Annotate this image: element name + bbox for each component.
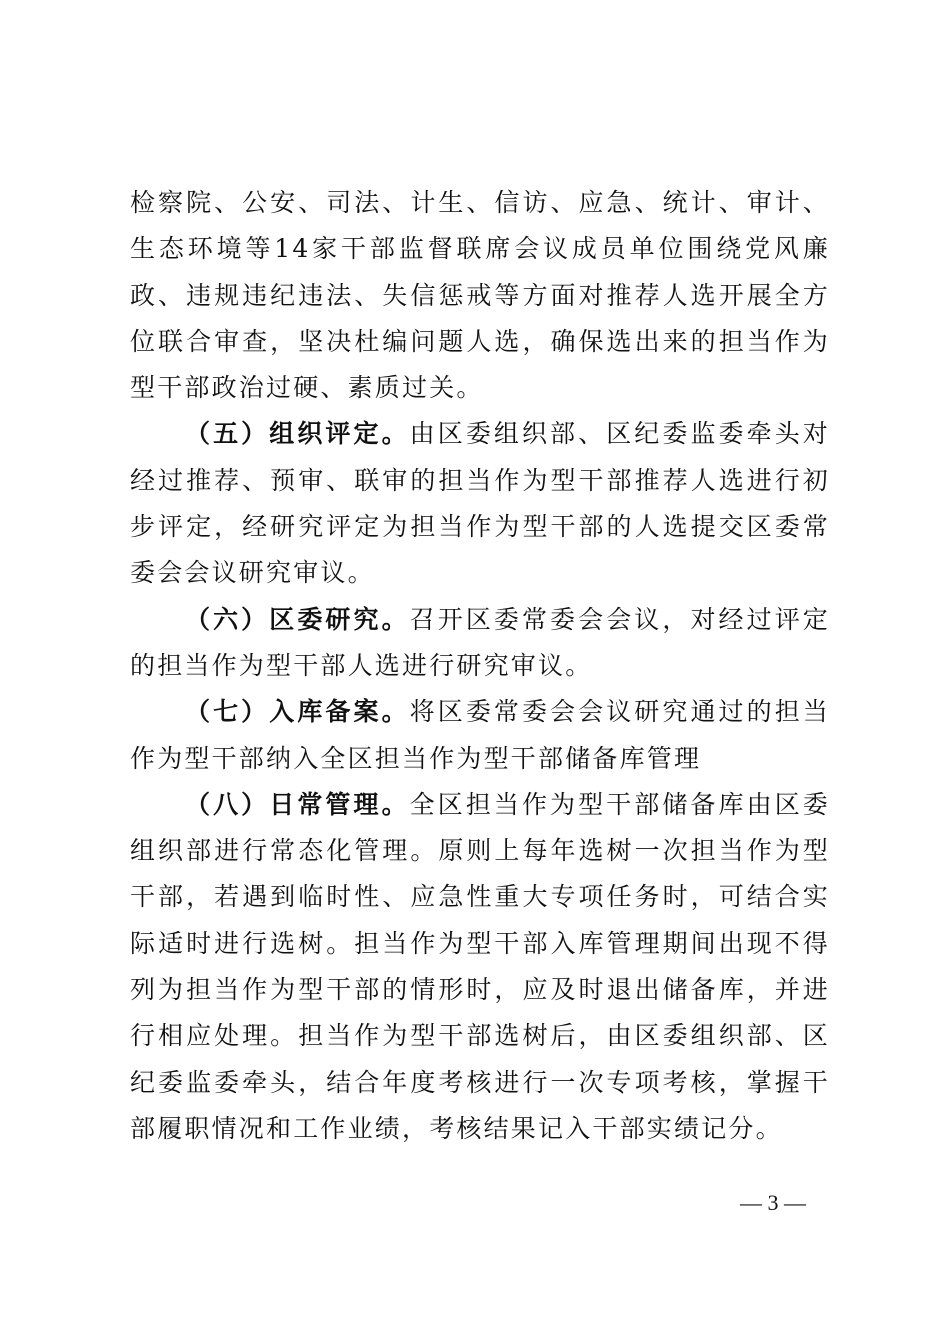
paragraph-committee-review <box>130 597 830 690</box>
section-heading: （八）日常管理。 <box>185 789 410 819</box>
section-heading: （七）入库备案。 <box>185 697 410 727</box>
paragraph-filing <box>130 689 830 782</box>
document-body <box>130 180 830 1152</box>
paragraph-text: 检察院、公安、司法、计生、信访、应急、统计、审计、生态环境等14家干部监督联席会议成员单位围绕党风廉政、违规违纪违法、失信惩戒等方面对推荐人选开展全方位联合审查，坚决杜编问题人选，确保选出来的担当作为型干部政治过硬、素质过关。 <box>130 188 830 403</box>
paragraph-text: 召开区委常委会会议，对经过评定的担当作为型干部人选进行研究审议。 <box>130 604 830 680</box>
paragraph-text: 将区委常委会会议研究通过的担当作为型干部纳入全区担当作为型干部储备库管理 <box>130 697 830 773</box>
paragraph-text: 全区担当作为型干部储备库由区委组织部进行常态化管理。原则上每年选树一次担当作为型干部，若遇到临时性、应急性重大专项任务时，可结合实际适时进行选树。担当作为型干部入库管理期间出现不得列为担当作为型干部的情形时，应及时退出储备库，并进行相应处理。担当作为型干部选树后，由区委组织部、区纪委监委牵头，结合年度考核进行一次专项考核，掌握干部履职情况和工作业绩，考核结果记入干部实绩记分。 <box>130 789 830 1143</box>
page-number: — 3 — <box>740 1190 806 1215</box>
paragraph-organization-assessment <box>130 411 830 596</box>
section-heading: （五）组织评定。 <box>185 419 410 449</box>
paragraph-text: 由区委组织部、区纪委监委牵头对经过推荐、预审、联审的担当作为型干部推荐人选进行初步评定，经研究评定为担当作为型干部的人选提交区委常委会会议研究审议。 <box>130 419 830 588</box>
paragraph-review-continued <box>130 180 830 411</box>
section-heading: （六）区委研究。 <box>185 604 410 634</box>
paragraph-daily-management <box>130 782 830 1152</box>
